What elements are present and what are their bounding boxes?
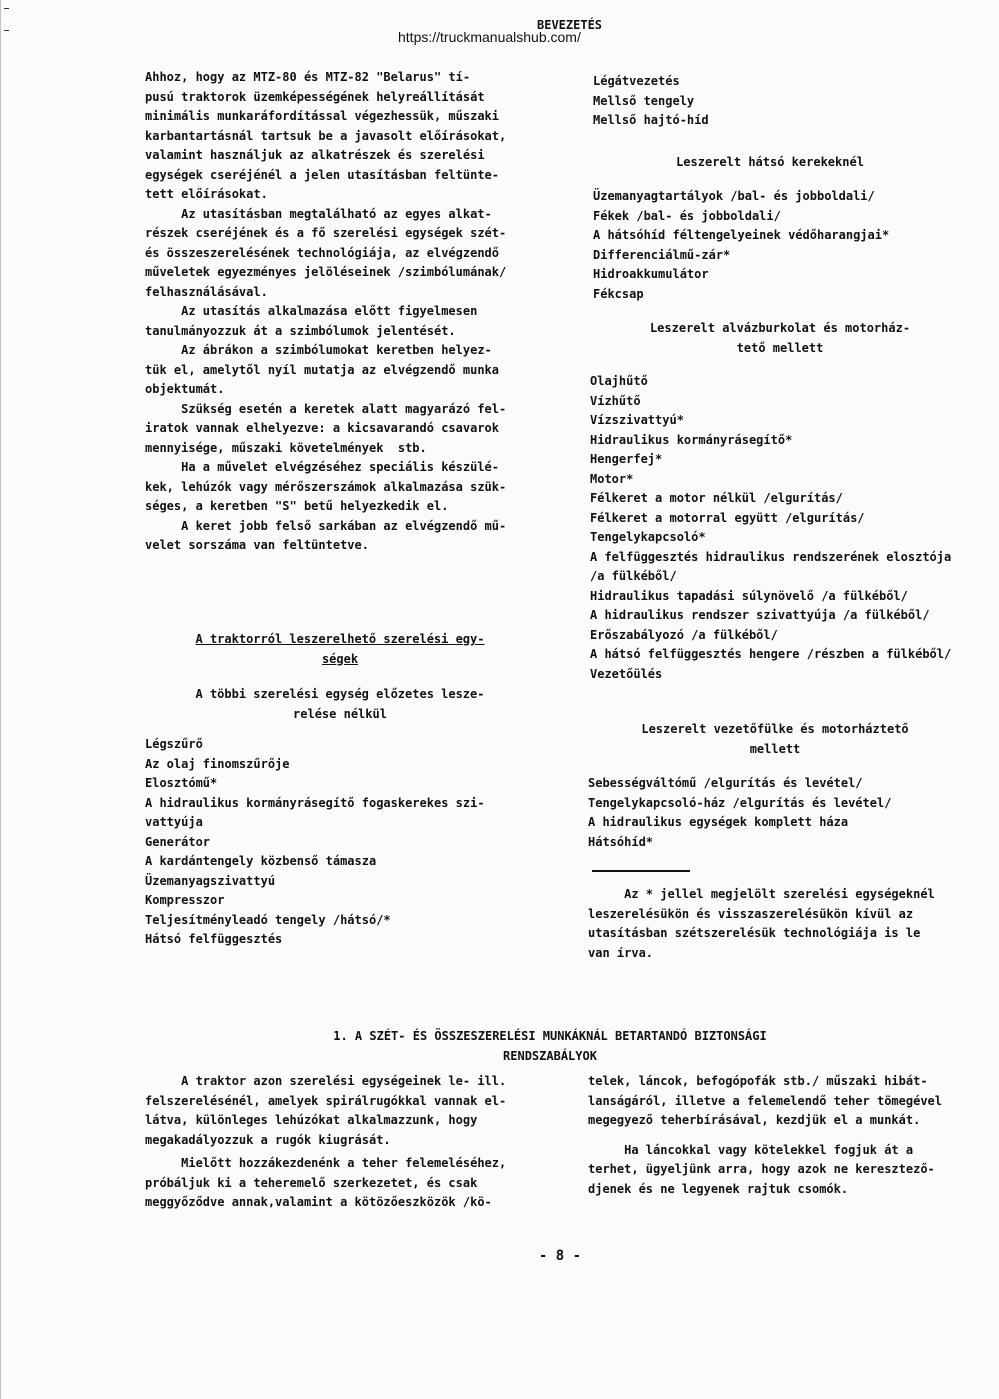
footnote-divider <box>592 870 690 872</box>
safety-right-text <box>588 1072 942 1199</box>
list-item: Vezetőülés <box>590 666 663 681</box>
paragraph-line: Az utasításban megtalálható az egyes alkat- <box>145 206 492 221</box>
right-top-list <box>593 72 709 131</box>
safety-left-text <box>145 1072 506 1213</box>
source-url: https://truckmanualshub.com/ <box>398 29 581 45</box>
section-title: A traktorról leszerelhető szerelési egy- ségek <box>195 632 485 666</box>
list-item: Fékcsap <box>593 286 644 301</box>
intro-text <box>145 68 506 556</box>
paragraph-line: Mielőtt hozzákezdenénk a teher felemeléséhez, <box>145 1156 507 1170</box>
group3-title: Leszerelt vezetőfülke és motorháztető mellett <box>641 722 909 756</box>
list-item: Hidraulikus kormányrásegítő* <box>590 432 793 447</box>
list-item: Mellső tengely <box>593 93 695 108</box>
footnote-line: Az * jellel megjelölt szerelési egységeknél <box>588 887 935 901</box>
list-item: Fékek /bal- és jobboldali/ <box>593 208 781 223</box>
paragraph-line: egységek cseréjénél a jelen utasításban feltünte- <box>145 167 500 182</box>
group1-title: Leszerelt hátsó kerekeknél <box>676 155 864 169</box>
paragraph-line: lanságáról, illetve a felemelendő teher tömegével <box>588 1093 943 1108</box>
list-item: Mellső hajtó-híd <box>593 113 709 127</box>
paragraph-line: Szükség esetén a keretek alatt magyarázó fel- <box>145 401 507 416</box>
list-item: Motor* <box>590 471 634 486</box>
footnote-line: leszerelésükön és visszaszerelésükön kívül az <box>588 906 914 921</box>
footnote-line: utasításban szétszerelésük technológiája is le <box>588 926 921 940</box>
paragraph-line: iratok vannak elhelyezve: a kicsavarandó csavarok <box>145 421 500 435</box>
paragraph-line: pusú traktorok üzemképességének helyreállítását <box>145 89 485 104</box>
group2-list <box>590 372 951 684</box>
list-item: Tengelykapcsoló-ház /elgurítás és levétel/ <box>588 795 892 810</box>
paragraph-line: tanulmányozzuk át a szimbólumok jelentését. <box>145 323 456 338</box>
list-item: Vízszivattyú* <box>590 413 684 427</box>
list-item: A hidraulikus egységek komplett háza <box>588 815 849 829</box>
list-item: Hátsóhíd* <box>588 834 654 849</box>
paragraph-line: karbantartásnál tartsuk be a javasolt előírásokat, <box>145 128 507 143</box>
list-item: Elosztómű* <box>145 776 218 790</box>
list-item: Légátvezetés <box>593 74 680 88</box>
scan-edge <box>0 0 4 1399</box>
list-item: /a fülkéből/ <box>590 569 677 583</box>
footnote <box>588 885 935 963</box>
paragraph-line: megegyező teherbírásával, kezdjük el a munkát. <box>588 1113 921 1127</box>
list-item: Üzemanyagszivattyú <box>145 873 276 888</box>
list-item: Vízhűtő <box>590 393 641 408</box>
paragraph-line: mennyisége, műszaki követelmények stb. <box>145 440 427 455</box>
list-item: Hátsó felfüggesztés <box>145 932 283 946</box>
paragraph-line: látva, különleges lehúzókat alkalmazzunk, hogy <box>145 1113 478 1127</box>
list-item: Teljesítményleadó tengely /hátsó/* <box>145 912 391 927</box>
paragraph-line: minimális munkaráfordítással végezhessük, műszaki <box>145 109 500 123</box>
paragraph-line: tük el, amelytől nyíl mutatja az elvégzendő munka <box>145 362 500 377</box>
list-item: A felfüggesztés hidraulikus rendszerének elosztója <box>590 549 952 564</box>
paragraph-line: A traktor azon szerelési egységeinek le- ill. <box>145 1074 507 1088</box>
paragraph-line: felhasználásával. <box>145 284 268 299</box>
paragraph-line: terhet, ügyeljünk arra, hogy azok ne keresztező- <box>588 1162 935 1176</box>
paragraph-line: és összeszerelésének technológiája, az elvégzendő <box>145 245 500 260</box>
list-item: A kardántengely közbenső támasza <box>145 854 377 868</box>
list-item: A hidraulikus kormányrásegítő fogaskerekes szi- <box>145 795 485 810</box>
paragraph-line: Az ábrákon a szimbólumokat keretben helyez- <box>145 343 492 357</box>
scan-edge-tick <box>4 8 9 9</box>
running-title: BEVEZETÉS <box>537 18 603 32</box>
list-item: Hengerfej* <box>590 452 663 466</box>
list-item: Olajhűtő <box>590 374 648 388</box>
paragraph-line: próbáljuk ki a teheremelő szerkezetet, és csak <box>145 1175 478 1190</box>
paragraph-line: felszerelésénél, amelyek spirálrugókkal vannak el- <box>145 1093 507 1108</box>
list-item: A hidraulikus rendszer szivattyúja /a fülkéből/ <box>590 608 930 622</box>
paragraph-line: Az utasítás alkalmazása előtt figyelmesen <box>145 304 478 318</box>
paragraph-line: megakadályozzuk a rugók kiugrását. <box>145 1132 391 1147</box>
subsection-title: A többi szerelési egység előzetes lesze- relése nélkül <box>195 687 485 721</box>
group3-list <box>588 774 891 852</box>
paragraph-line: részek cseréjének és a fő szerelési egységek szét- <box>145 226 507 240</box>
list-item: Légszűrő <box>145 737 203 751</box>
list-item: Kompresszor <box>145 893 225 907</box>
list-item: Az olaj finomszűrője <box>145 756 290 771</box>
footnote-line: van írva. <box>588 945 654 960</box>
list-item: Félkeret a motorral együtt /elgurítás/ <box>590 510 865 525</box>
list-item: Hidroakkumulátor <box>593 267 709 281</box>
list-item: A hátsóhíd féltengelyeinek védőharangjai* <box>593 228 890 242</box>
list-item: Tengelykapcsoló* <box>590 530 706 544</box>
paragraph-line: séges, a keretben "S" betű helyezkedik el. <box>145 499 449 513</box>
paragraph-line: kek, lehúzók vagy mérőszerszámok alkalmazása szük- <box>145 479 507 494</box>
paragraph-line: Ha a művelet elvégzéséhez speciális készülé- <box>145 460 500 474</box>
safety-heading: 1. A SZÉT- ÉS ÖSSZESZERELÉSI MUNKÁKNÁL BETARTANDÓ BIZTONSÁGI RENDSZABÁLYOK <box>333 1029 767 1063</box>
list-item: vattyúja <box>145 815 203 829</box>
paragraph-line: velet sorszáma van feltüntetve. <box>145 538 369 552</box>
paragraph-line: meggyőződve annak,valamint a kötözőeszközök /kö- <box>145 1195 492 1209</box>
list-item: Erőszabályozó /a fülkéből/ <box>590 627 778 642</box>
page-number: - 8 - <box>538 1248 582 1264</box>
list-item: Generátor <box>145 834 211 849</box>
list-item: Differenciálmű-zár* <box>593 247 731 262</box>
paragraph-line: telek, láncok, befogópofák stb./ műszaki hibát- <box>588 1074 928 1088</box>
paragraph-line: objektumát. <box>145 382 225 396</box>
list-item: A hátsó felfüggesztés hengere /részben a fülkéből/ <box>590 647 952 661</box>
left-item-list <box>145 735 485 950</box>
paragraph-line: valamint használjuk az alkatrészek és szerelési <box>145 148 485 162</box>
paragraph-line: tett előírásokat. <box>145 187 268 201</box>
group2-title: Leszerelt alvázburkolat és motorház- tető mellett <box>649 321 911 355</box>
paragraph-line: Ahhoz, hogy az MTZ-80 és MTZ-82 "Belarus" tí- <box>145 70 471 84</box>
paragraph-line: A keret jobb felső sarkában az elvégzendő mű- <box>145 518 507 533</box>
list-item: Hidraulikus tapadási súlynövelő /a fülkéből/ <box>590 588 908 603</box>
list-item: Félkeret a motor nélkül /elgurítás/ <box>590 491 843 505</box>
scan-edge-tick <box>4 30 9 31</box>
paragraph-line: Ha láncokkal vagy kötelekkel fogjuk át a <box>588 1142 914 1157</box>
list-item: Üzemanyagtartályok /bal- és jobboldali/ <box>593 189 875 203</box>
list-item: Sebességváltómű /elgurítás és levétel/ <box>588 776 863 790</box>
group1-list <box>593 187 889 304</box>
paragraph-line: djenek és ne legyenek rajtuk csomók. <box>588 1181 849 1196</box>
paragraph-line: műveletek egyezményes jelöléseinek /szimbólumának/ <box>145 265 507 279</box>
